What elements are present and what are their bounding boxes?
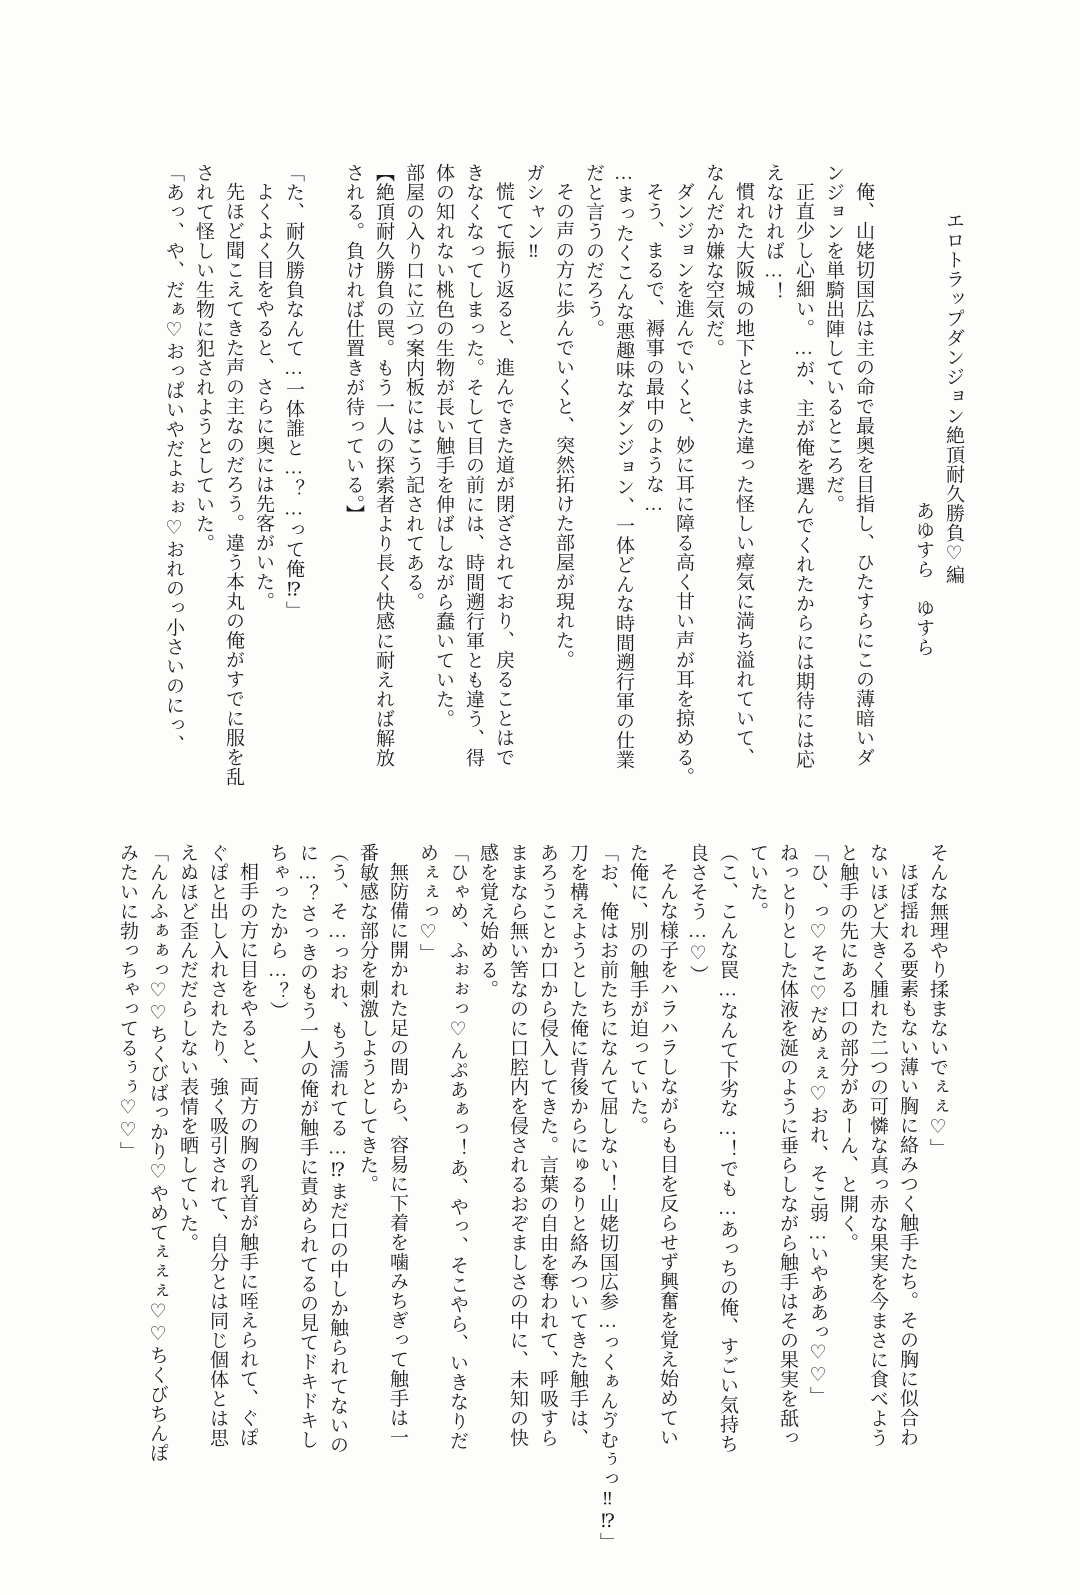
bottom-text-block: [112, 843, 952, 1552]
text-column: ちゃったから…？）: [267, 843, 288, 1021]
text-column: 俺、山姥切国広は主の命で最奥を目指し、ひたすらにこの薄暗いダ: [853, 182, 874, 767]
text-column: ほぼ揺れる要素もない薄い胸に絡みつく触手たち。その胸に似合わ: [897, 862, 918, 1447]
text-column: よくよく目をやると、さらに奥には先客がいた。: [253, 182, 274, 611]
text-column: ないほど大きく腫れた二つの可憐な真っ赤な果実を今まさに食べよう: [867, 843, 888, 1448]
text-column: なんだか嫌な空気だ。: [703, 163, 724, 358]
text-column: される。負ければ仕置きが待っている。】: [343, 163, 364, 524]
text-column: 「お、俺はお前たちになんて屈しない！山姥切国広参…っくぁんゔむぅっ‼⁉」: [597, 843, 618, 1552]
column-gap: [878, 163, 908, 808]
text-column: 慣れた大阪城の地下とはまた違った怪しい瘴気に満ち溢れていて、: [733, 182, 754, 767]
text-column: そんな無理やり揉まないでぇぇ♡」: [927, 843, 948, 1158]
text-column: そう、まるで、褥事の最中のような…: [643, 182, 664, 516]
text-column: 「ひゃめ、ふぉぉっ♡んぷあぁっ！あ、やっ、そこやら、いきなりだ: [447, 843, 468, 1451]
text-column: えぬほど歪んだだらしない表情を晒していた。: [177, 843, 198, 1253]
text-column: そんな様子をハラハラしながらも目を反らせず興奮を覚え始めてい: [657, 862, 678, 1447]
text-column: ンジョンを単騎出陣しているところだ。: [823, 163, 844, 514]
text-column: 「んんふぁぁっ♡♡ちくびばっかり♡やめてぇぇぇ♡♡ちくびちんぽ: [147, 843, 168, 1463]
text-column: ままなら無い筈なのに口腔内を侵されるおぞましさの中に、未知の快: [507, 843, 528, 1448]
text-column: 良さそう…♡）: [687, 843, 708, 985]
text-column: だと言うのだろう。: [583, 163, 604, 339]
text-column: ぐぽと出し入れされたり、強く吸引されて、自分とは同じ個体とは思: [207, 843, 228, 1448]
text-column: ていた。: [747, 843, 768, 921]
text-column: （こ、こんな罠…なんて下劣な…！でも…あっちの俺、すごい気持ち: [717, 843, 738, 1454]
text-column: 正直少し心細い。…が、主が俺を選んでくれたからには期待には応: [793, 182, 814, 769]
text-column: めぇぇっ♡」: [417, 843, 438, 963]
text-column: ねっとりとした体液を涎のように垂らしながら触手はその果実を舐っ: [777, 843, 798, 1448]
text-column: と触手の先にある口の部分があーん、と開く。: [837, 843, 858, 1253]
column-gap: [308, 163, 338, 808]
text-column: 「ひ、っ♡そこ♡だめぇぇ♡おれ、そこ弱…いやああっ♡♡」: [807, 843, 828, 1406]
text-column: みたいに勃っちゃってるぅぅ♡♡」: [117, 843, 138, 1161]
text-column: されて怪しい生物に犯されようとしていた。: [193, 163, 214, 553]
text-column: 慌てて振り返ると、進んできた道が閉ざされており、戻ることはで: [493, 182, 514, 767]
text-column: 体の知れない桃色の生物が長い触手を伸ばしながら蠢いていた。: [433, 163, 454, 729]
text-column: その声の方に歩んでいくと、突然拓けた部屋が現れた。: [553, 182, 574, 670]
text-column: た俺に、別の触手が迫っていた。: [627, 843, 648, 1136]
text-column: ダンジョンを進んでいくと、妙に耳に障る高く甘い声が耳を掠める。: [673, 182, 694, 787]
story-title: エロトラップダンジョン絶頂耐久勝負♡編: [943, 211, 964, 585]
text-column: 「あっ、や、だぁ♡おっぱいやだよぉぉ♡おれのっ小さいのにっ、: [163, 163, 184, 754]
text-column: に…？さっきのもう一人の俺が触手に責められてるの見てドキドキし: [297, 843, 318, 1450]
text-column: きなくなってしまった。そして目の前には、時間遡行軍とも違う、得: [463, 163, 484, 768]
top-text-block: [158, 163, 968, 808]
text-column: 番敏感な部分を刺激しようとしてきた。: [357, 843, 378, 1194]
text-column: えなければ…！: [763, 163, 784, 302]
text-column: （う、そ…っおれ、もう濡れてる…⁉まだ口の中しか触られてないの: [327, 843, 348, 1455]
text-column: ガシャン‼: [523, 163, 544, 263]
text-column: 感を覚え始める。: [477, 843, 498, 999]
text-column: 「た、耐久勝負なんて…一体誰と…？…って俺⁉」: [283, 163, 304, 621]
text-column: 【絶頂耐久勝負の罠。もう一人の探索者より長く快感に耐えれば解放: [373, 163, 394, 768]
text-column: あろうことか口から侵入してきた。言葉の自由を奪われて、呼吸すら: [537, 843, 558, 1448]
story-author: あゆすら ゆすら: [913, 501, 934, 657]
text-column: …まったくこんな悪趣味なダンジョン、一体どんな時間遡行軍の仕業: [613, 163, 634, 770]
text-column: 部屋の入り口に立つ案内板にはこう記されてある。: [403, 163, 424, 612]
text-column: 刀を構えようとした俺に背後からにゅるりと絡みついてきた触手は、: [567, 843, 588, 1448]
text-column: 先ほど聞こえてきた声の主なのだろう。違う本丸の俺がすでに服を乱: [223, 182, 244, 787]
text-column: 相手の方に目をやると、両方の胸の乳首が触手に咥えられて、ぐぽ: [237, 862, 258, 1447]
text-column: 無防備に開かれた足の間から、容易に下着を噛みちぎって触手は一: [387, 862, 408, 1447]
